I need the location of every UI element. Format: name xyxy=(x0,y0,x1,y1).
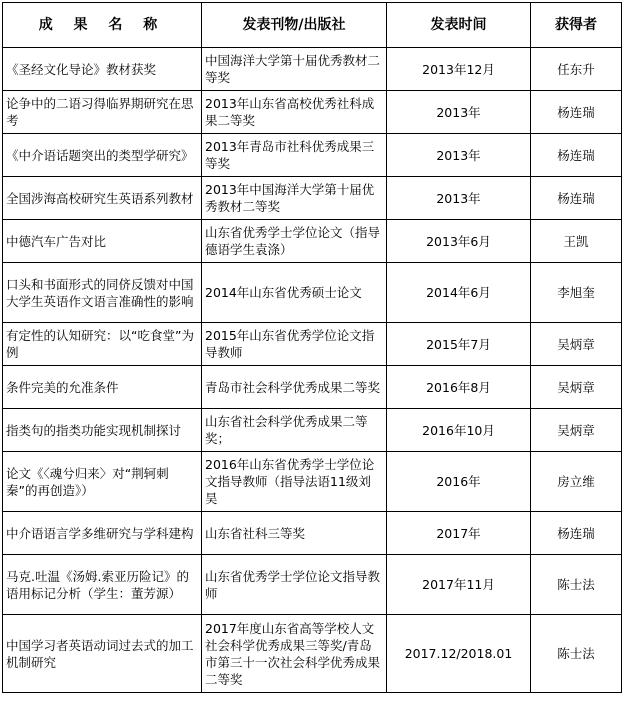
table-row xyxy=(3,134,622,177)
row-date: 2013年12月 xyxy=(387,48,531,91)
row-publisher: 2013年中国海洋大学第十届优秀教材二等奖 xyxy=(202,177,387,220)
row-date: 2013年 xyxy=(387,134,531,177)
table-row xyxy=(3,263,622,323)
row-author: 房立维 xyxy=(531,452,622,512)
row-date: 2016年8月 xyxy=(387,366,531,409)
header-publisher: 发表刊物/出版社 xyxy=(202,3,387,48)
table-row xyxy=(3,555,622,615)
row-title: 全国涉海高校研究生英语系列教材 xyxy=(3,177,202,220)
table-row xyxy=(3,409,622,452)
row-title: 有定性的认知研究：以“吃食堂”为例 xyxy=(3,323,202,366)
row-title: 口头和书面形式的同侪反馈对中国大学生英语作文语言准确性的影响 xyxy=(3,263,202,323)
row-publisher: 中国海洋大学第十届优秀教材二等奖 xyxy=(202,48,387,91)
row-title: 中介语语言学多维研究与学科建构 xyxy=(3,512,202,555)
header-author: 获得者 xyxy=(531,3,622,48)
row-publisher: 2013年青岛市社科优秀成果三等奖 xyxy=(202,134,387,177)
row-publisher: 2015年山东省优秀学位论文指导教师 xyxy=(202,323,387,366)
table-header-row xyxy=(3,3,622,48)
row-title: 《中介语话题突出的类型学研究》 xyxy=(3,134,202,177)
row-title: 中国学习者英语动词过去式的加工机制研究 xyxy=(3,615,202,693)
row-author: 杨连瑞 xyxy=(531,134,622,177)
table-row xyxy=(3,615,622,693)
table-row xyxy=(3,366,622,409)
row-date: 2015年7月 xyxy=(387,323,531,366)
row-author: 吴炳章 xyxy=(531,366,622,409)
row-title: 论争中的二语习得临界期研究在思考 xyxy=(3,91,202,134)
row-author: 吴炳章 xyxy=(531,409,622,452)
row-author: 杨连瑞 xyxy=(531,177,622,220)
row-publisher: 青岛市社会科学优秀成果二等奖 xyxy=(202,366,387,409)
row-date: 2016年 xyxy=(387,452,531,512)
row-author: 杨连瑞 xyxy=(531,91,622,134)
table-row xyxy=(3,91,622,134)
table-row xyxy=(3,452,622,512)
row-date: 2013年 xyxy=(387,91,531,134)
row-date: 2017年 xyxy=(387,512,531,555)
table-row xyxy=(3,512,622,555)
row-title: 指类句的指类功能实现机制探讨 xyxy=(3,409,202,452)
row-date: 2013年6月 xyxy=(387,220,531,263)
row-title: 条件完美的允准条件 xyxy=(3,366,202,409)
row-publisher: 2014年山东省优秀硕士论文 xyxy=(202,263,387,323)
row-publisher: 山东省社科三等奖 xyxy=(202,512,387,555)
row-date: 2013年 xyxy=(387,177,531,220)
row-publisher: 山东省优秀学士学位论文指导教师 xyxy=(202,555,387,615)
row-title: 论文《〈魂兮归来〉对“荆轲刺秦”的再创造》） xyxy=(3,452,202,512)
row-author: 陈士法 xyxy=(531,555,622,615)
row-author: 李旭奎 xyxy=(531,263,622,323)
row-publisher: 2016年山东省优秀学士学位论文指导教师（指导法语11级刘昊 xyxy=(202,452,387,512)
awards-table xyxy=(2,2,622,693)
row-author: 任东升 xyxy=(531,48,622,91)
row-title: 《圣经文化导论》教材获奖 xyxy=(3,48,202,91)
header-date: 发表时间 xyxy=(387,3,531,48)
header-title: 成 果 名 称 xyxy=(3,3,202,48)
row-publisher: 山东省社会科学优秀成果二等奖； xyxy=(202,409,387,452)
table-row xyxy=(3,220,622,263)
row-date: 2017.12/2018.01 xyxy=(387,615,531,693)
row-date: 2016年10月 xyxy=(387,409,531,452)
row-date: 2014年6月 xyxy=(387,263,531,323)
row-title: 马克.吐温《汤姆.索亚历险记》的语用标记分析（学生：董芳源） xyxy=(3,555,202,615)
row-author: 杨连瑞 xyxy=(531,512,622,555)
table-row xyxy=(3,177,622,220)
row-publisher: 山东省优秀学士学位论文（指导德语学生袁涤） xyxy=(202,220,387,263)
row-title: 中德汽车广告对比 xyxy=(3,220,202,263)
row-date: 2017年11月 xyxy=(387,555,531,615)
table-row xyxy=(3,48,622,91)
row-author: 陈士法 xyxy=(531,615,622,693)
table-row xyxy=(3,323,622,366)
row-author: 王凯 xyxy=(531,220,622,263)
row-publisher: 2013年山东省高校优秀社科成果二等奖 xyxy=(202,91,387,134)
row-author: 吴炳章 xyxy=(531,323,622,366)
row-publisher: 2017年度山东省高等学校人文社会科学优秀成果三等奖/青岛市第三十一次社会科学优秀成果二等奖 xyxy=(202,615,387,693)
